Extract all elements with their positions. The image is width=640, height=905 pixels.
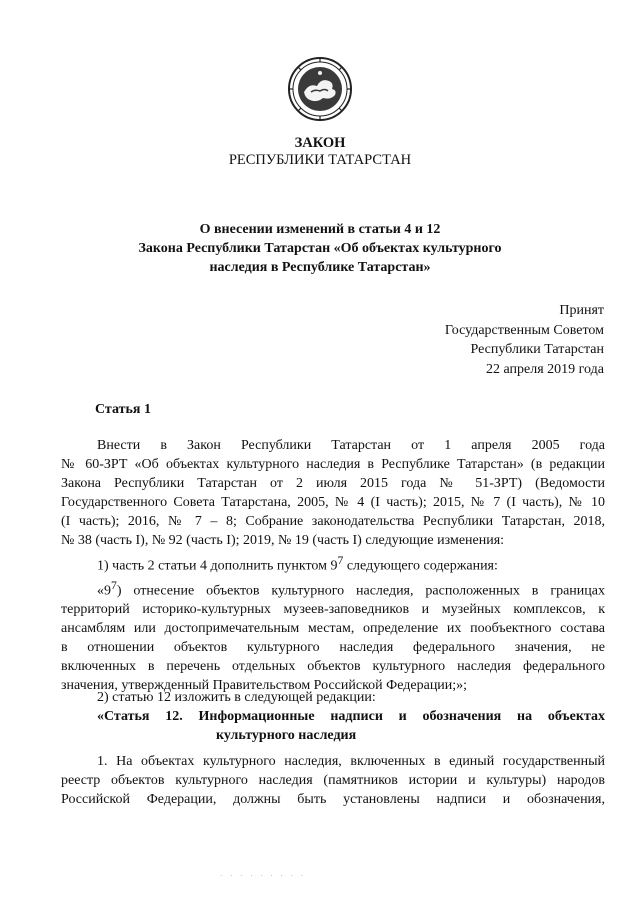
article-heading: Статья 1	[95, 402, 151, 417]
law-republic: РЕСПУБЛИКИ ТАТАРСТАН	[228, 152, 412, 168]
text-line: включенных в перечень отдельных объектов культурного наследия федерального	[61, 659, 605, 675]
item-lead-text: 1) часть 2 статьи 4 дополнить пунктом 9	[97, 558, 338, 574]
text-line: значения, утвержденный Правительством Российской Федерации;»;	[61, 678, 468, 694]
law-subject	[60, 220, 580, 277]
tatarstan-emblem-icon	[287, 56, 353, 122]
article-12-title-cont: культурного наследия	[216, 728, 357, 743]
amendment-item-2	[61, 688, 605, 745]
law-title: ЗАКОН	[294, 135, 346, 151]
item-lead	[61, 551, 605, 576]
adoption-date: 22 апреля 2019 года	[486, 361, 604, 377]
text-line: Закона Республики Татарстан от 2 июля 2015 года № 51-ЗРТ) (Ведомости	[61, 476, 605, 491]
adoption-line: Государственным Советом	[444, 322, 604, 338]
article-12-paragraph-1	[61, 752, 605, 809]
item-lead: 2) статью 12 изложить в следующей редакции:	[97, 690, 376, 705]
text-line: территорий историко-культурных музеев-заповедников и музейных комплексов, к	[61, 602, 605, 618]
adoption-line: Республики Татарстан	[470, 342, 604, 357]
subject-line: наследия в Республике Татарстан»	[209, 260, 431, 275]
adoption-line: Принят	[559, 303, 604, 318]
superscript: 7	[111, 578, 117, 592]
amendment-item-1	[61, 551, 605, 695]
article-intro	[61, 436, 605, 550]
text-line: 1. На объектах культурного наследия, включенных в единый государственный	[97, 754, 605, 769]
text-line: в отношении объектов культурного наследия федерального значения, не	[61, 640, 605, 656]
text-line: реестр объектов культурного наследия (памятников истории и культуры) народов	[61, 773, 605, 788]
item-lead-tail: следующего содержания:	[343, 558, 498, 574]
subject-line: Закона Республики Татарстан «Об объектах культурного	[138, 241, 502, 256]
quote-first-line	[61, 576, 605, 601]
text-line: ансамблям или достопримечательным местам, определение их пообъектного состава	[61, 621, 605, 637]
text-line: № 60-ЗРТ «Об объектах культурного наследия в Республике Татарстан» (в редакции	[61, 457, 605, 472]
text-line: Внести в Закон Республики Татарстан от 1 апреля 2005 года	[97, 438, 605, 453]
quote-open: «9	[97, 583, 111, 599]
superscript: 7	[337, 554, 344, 567]
subject-line: О внесении изменений в статьи 4 и 12	[199, 222, 441, 237]
article-12-title: «Статья 12. Информационные надписи и обозначения на объектах	[97, 709, 605, 724]
adoption-block	[445, 301, 604, 379]
text-line: Государственного Совета Татарстана, 2005, № 4 (I часть); 2015, № 7 (I часть), № 10	[61, 495, 605, 510]
text-line: (I часть); 2016, № 7 – 8; Собрание законодательства Республики Татарстан, 2018,	[61, 514, 605, 529]
text-line: Российской Федерации, должны быть установлены надписи и обозначения,	[61, 792, 605, 807]
text-line: № 38 (часть I), № 92 (часть I); 2019, № 19 (часть I) следующие изменения:	[61, 533, 505, 548]
scan-artifact: · · · · · · · · ·	[220, 872, 306, 880]
quote-text: ) отнесение объектов культурного наследия, расположенных в границах	[116, 583, 605, 599]
